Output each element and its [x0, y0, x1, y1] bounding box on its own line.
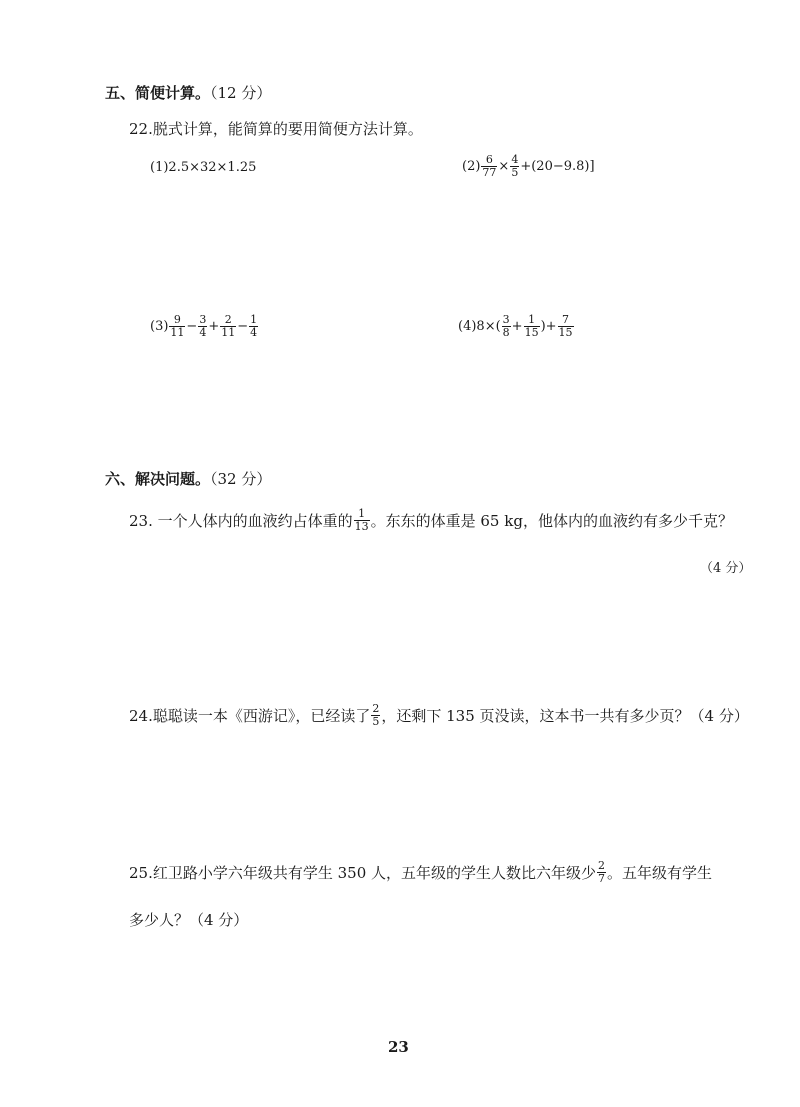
question-23-prefix: 23. 一个人体内的血液约占体重的 [129, 512, 353, 530]
q22-part-4 [458, 314, 575, 339]
q22-part-4-close: )+ [540, 319, 557, 334]
fraction: $\frac{7}{15}$ [558, 313, 573, 339]
fraction: $\frac{6}{77}$ [482, 153, 497, 179]
section-6-points: （32 分） [210, 470, 272, 488]
page-number: 23 [388, 1038, 409, 1056]
q22-part-2-label: (2) [462, 159, 481, 174]
q22-part-1 [150, 160, 256, 175]
question-25 [129, 860, 712, 885]
question-22-text: 22.脱式计算，能简算的要用简便方法计算。 [129, 120, 423, 138]
fraction: $\frac{9}{11}$ [170, 313, 185, 339]
operator: − [186, 319, 198, 334]
q22-part-1-expression: 2.5×32×1.25 [168, 160, 257, 175]
operator: − [237, 319, 249, 334]
fraction: $\frac{3}{4}$ [199, 313, 207, 339]
q22-part-4-prefix: 8×( [476, 319, 501, 334]
question-23-points: （4 分） [700, 561, 752, 576]
fraction: $\frac{1}{15}$ [524, 313, 539, 339]
section-5-points: （12 分） [210, 84, 272, 102]
fraction: $\frac{1}{4}$ [250, 313, 258, 339]
q22-part-4-label: (4) [458, 319, 477, 334]
fraction: $\frac{3}{8}$ [502, 313, 510, 339]
q22-part-3 [150, 314, 259, 339]
fraction: $\frac{2}{11}$ [221, 313, 236, 339]
section-6-heading [105, 468, 271, 489]
section-5-heading [105, 82, 271, 103]
operator: × [498, 159, 510, 174]
section-5-title: 五、简便计算。 [105, 84, 211, 102]
question-25-line-2: 多少人？（4 分） [129, 911, 249, 929]
q22-part-3-label: (3) [150, 319, 169, 334]
question-25-suffix: 。五年级有学生 [607, 864, 713, 882]
fraction: $\frac{2}{7}$ [598, 859, 606, 885]
section-6-title: 六、解决问题。 [105, 470, 211, 488]
fraction: $\frac{4}{5}$ [511, 153, 519, 179]
operator: + [208, 319, 220, 334]
fraction: $\frac{2}{5}$ [372, 702, 380, 728]
question-24-suffix: ，还剩下 135 页没读，这本书一共有多少页？（4 分） [381, 707, 749, 725]
fraction: $\frac{1}{13}$ [354, 507, 369, 533]
operator: + [511, 319, 523, 334]
question-25-prefix: 25.红卫路小学六年级共有学生 350 人，五年级的学生人数比六年级少 [129, 864, 597, 882]
question-24 [129, 703, 749, 728]
question-23-suffix: 。东东的体重是 65 kg，他体内的血液约有多少千克？ [370, 512, 733, 530]
q22-part-1-label: (1) [150, 160, 169, 175]
q22-part-2-rest: +(20−9.8)] [520, 159, 595, 174]
question-23 [129, 508, 733, 533]
q22-part-2 [462, 154, 595, 179]
question-24-prefix: 24.聪聪读一本《西游记》，已经读了 [129, 707, 371, 725]
